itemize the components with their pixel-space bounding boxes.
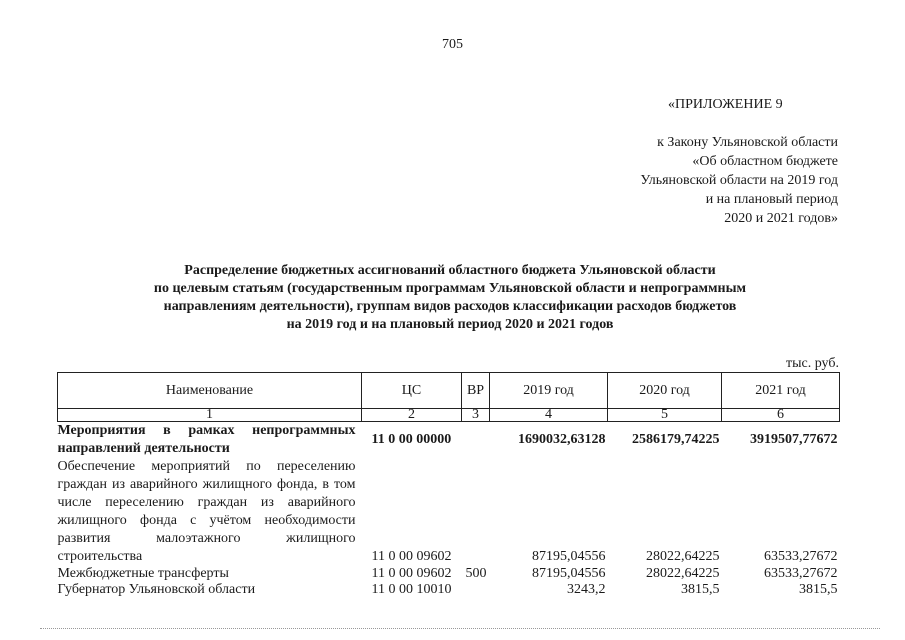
- row-2021: 63533,27672: [764, 549, 838, 564]
- units-label: тыс. руб.: [786, 356, 839, 371]
- row-2019: 3243,2: [567, 582, 606, 597]
- row-2019: 87195,04556: [532, 566, 606, 581]
- table-header-row: [58, 373, 840, 409]
- column-number: 5: [608, 409, 722, 422]
- row-2020: 28022,64225: [646, 566, 720, 581]
- row-2019: 1690032,63128: [518, 432, 606, 447]
- column-header-cs: ЦС: [362, 373, 462, 409]
- column-number: 1: [58, 409, 362, 422]
- row-name: Губернатор Ульяновской области: [57, 582, 256, 597]
- row-name: Межбюджетные трансферты: [57, 566, 229, 581]
- row-2021: 3919507,77672: [750, 432, 838, 447]
- column-number: 3: [462, 409, 490, 422]
- document-title-line: Распределение бюджетных ассигнований областного бюджета Ульяновской области: [184, 263, 716, 278]
- column-header-2019: 2019 год: [490, 373, 608, 409]
- column-number: 4: [490, 409, 608, 422]
- column-number: 2: [362, 409, 462, 422]
- column-header-vr: ВР: [462, 373, 490, 409]
- table-row: [58, 422, 840, 459]
- document-title-line: направлениям деятельности), группам видов расходов классификации расходов бюджетов: [163, 299, 737, 314]
- row-cs: 11 0 00 09602: [371, 549, 452, 564]
- table-row: [58, 582, 840, 598]
- column-header-name: Наименование: [58, 373, 362, 409]
- row-2021: 3815,5: [799, 582, 838, 597]
- table-row: [58, 458, 840, 566]
- law-reference-line: Ульяновской области на 2019 год: [640, 173, 838, 188]
- table-row: [58, 566, 840, 582]
- law-reference-line: 2020 и 2021 годов»: [724, 211, 838, 226]
- document-title-line: по целевым статьям (государственным программам Ульяновской области и непрограммным: [153, 281, 747, 296]
- document-title: [120, 262, 780, 334]
- budget-table: [57, 372, 840, 598]
- row-2021: 63533,27672: [764, 566, 838, 581]
- law-reference-line: к Закону Ульяновской области: [657, 135, 838, 150]
- scan-edge-divider: [40, 628, 880, 629]
- row-name: Обеспечение мероприятий по переселению граждан из аварийного жилищного фонда, в том числе переселению граждан из аварийного жилищного фонда с учётом необходимости развития малоэтажного жилищного строительства: [57, 459, 356, 564]
- law-reference: [560, 133, 838, 228]
- row-cs: 11 0 00 00000: [371, 432, 452, 447]
- row-name: Мероприятия в рамках непрограммных направлений деятельности: [57, 423, 356, 456]
- row-2019: 87195,04556: [532, 549, 606, 564]
- row-vr: [462, 458, 490, 566]
- row-2020: 2586179,74225: [632, 432, 720, 447]
- row-vr: [462, 582, 490, 598]
- appendix-title: «ПРИЛОЖЕНИЕ 9: [668, 97, 783, 112]
- document-title-line: на 2019 год и на плановый период 2020 и 2021 годов: [286, 317, 614, 332]
- column-header-2021: 2021 год: [722, 373, 840, 409]
- row-2020: 3815,5: [681, 582, 720, 597]
- law-reference-line: «Об областном бюджете: [692, 154, 838, 169]
- column-header-2020: 2020 год: [608, 373, 722, 409]
- row-2020: 28022,64225: [646, 549, 720, 564]
- column-number: 6: [722, 409, 840, 422]
- row-vr: 500: [465, 566, 487, 581]
- row-vr: [462, 422, 490, 459]
- page-number: 705: [442, 37, 463, 52]
- row-cs: 11 0 00 10010: [371, 582, 452, 597]
- law-reference-line: и на плановый период: [705, 192, 838, 207]
- row-cs: 11 0 00 09602: [371, 566, 452, 581]
- column-number-row: [58, 409, 840, 422]
